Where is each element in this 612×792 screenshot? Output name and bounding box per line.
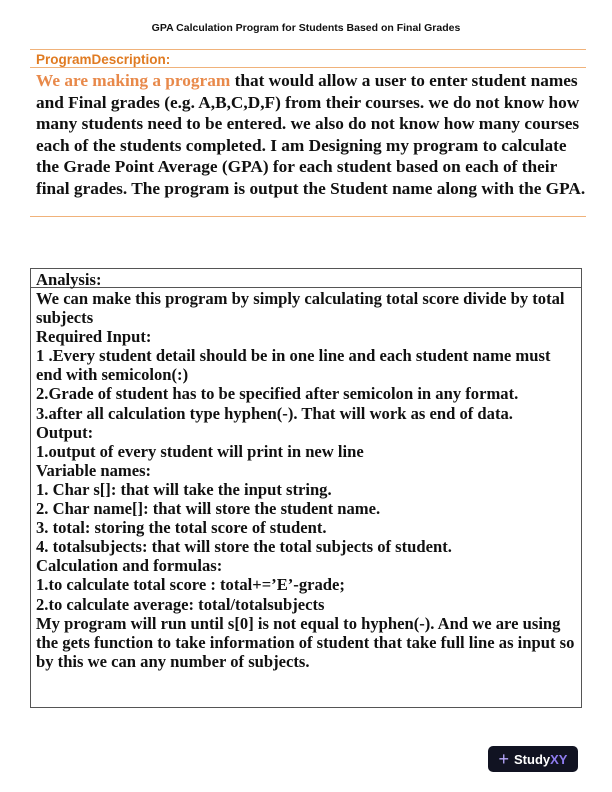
analysis-line: 1. Char s[]: that will take the input string. xyxy=(36,479,332,499)
analysis-box xyxy=(30,268,582,708)
logo-text xyxy=(514,752,567,767)
analysis-line: 4. totalsubjects: that will store the total subjects of student. xyxy=(36,537,452,557)
plus-icon: + xyxy=(498,748,510,769)
logo-study: Study xyxy=(514,751,551,767)
divider xyxy=(30,216,586,217)
logo-xy: XY xyxy=(550,751,568,767)
analysis-line: My program will run until s[0] is not equal to hyphen(-). And we are using the gets function to take information of student that take full line as input so by this we can any number of subjects. xyxy=(36,613,575,671)
description-text xyxy=(36,70,586,200)
analysis-body xyxy=(31,288,581,672)
divider xyxy=(30,67,586,68)
page-header-title: GPA Calculation Program for Students Based on Final Grades xyxy=(151,22,461,34)
studyxy-logo[interactable] xyxy=(488,746,578,772)
analysis-line: 3.after all calculation type hyphen(-). That will work as end of data. xyxy=(36,403,513,423)
analysis-line: 3. total: storing the total score of student. xyxy=(36,518,327,538)
analysis-line: We can make this program by simply calculating total score divide by total subjects xyxy=(36,289,565,328)
description-highlight: We are making a program xyxy=(36,71,235,90)
section-title-description: ProgramDescription: xyxy=(36,52,171,67)
analysis-line: 1 .Every student detail should be in one line and each student name must end with semicolon(:) xyxy=(36,346,551,385)
analysis-line: Variable names: xyxy=(36,460,152,480)
analysis-line: 1.to calculate total score : total+=’E’-grade; xyxy=(36,575,345,595)
analysis-line: Output: xyxy=(36,422,94,442)
analysis-line: Required Input: xyxy=(36,327,152,347)
analysis-line: 2.Grade of student has to be specified after semicolon in any format. xyxy=(36,384,519,404)
analysis-line: 1.output of every student will print in new line xyxy=(36,441,364,461)
analysis-title: Analysis: xyxy=(31,269,581,288)
divider xyxy=(30,49,586,50)
analysis-line: Calculation and formulas: xyxy=(36,556,223,576)
description-body: that would allow a user to enter student names and Final grades (e.g. A,B,C,D,F) from their courses. we do not know how many students need to be entered. we also do not know how many courses each of the students completed. I am Designing my program to calculate the Grade Point Average (GPA) for each student based on each of their final grades. The program is output the Student name along with the GPA. xyxy=(36,71,586,198)
analysis-line: 2. Char name[]: that will store the student name. xyxy=(36,499,381,519)
analysis-line: 2.to calculate average: total/totalsubjects xyxy=(36,594,325,614)
